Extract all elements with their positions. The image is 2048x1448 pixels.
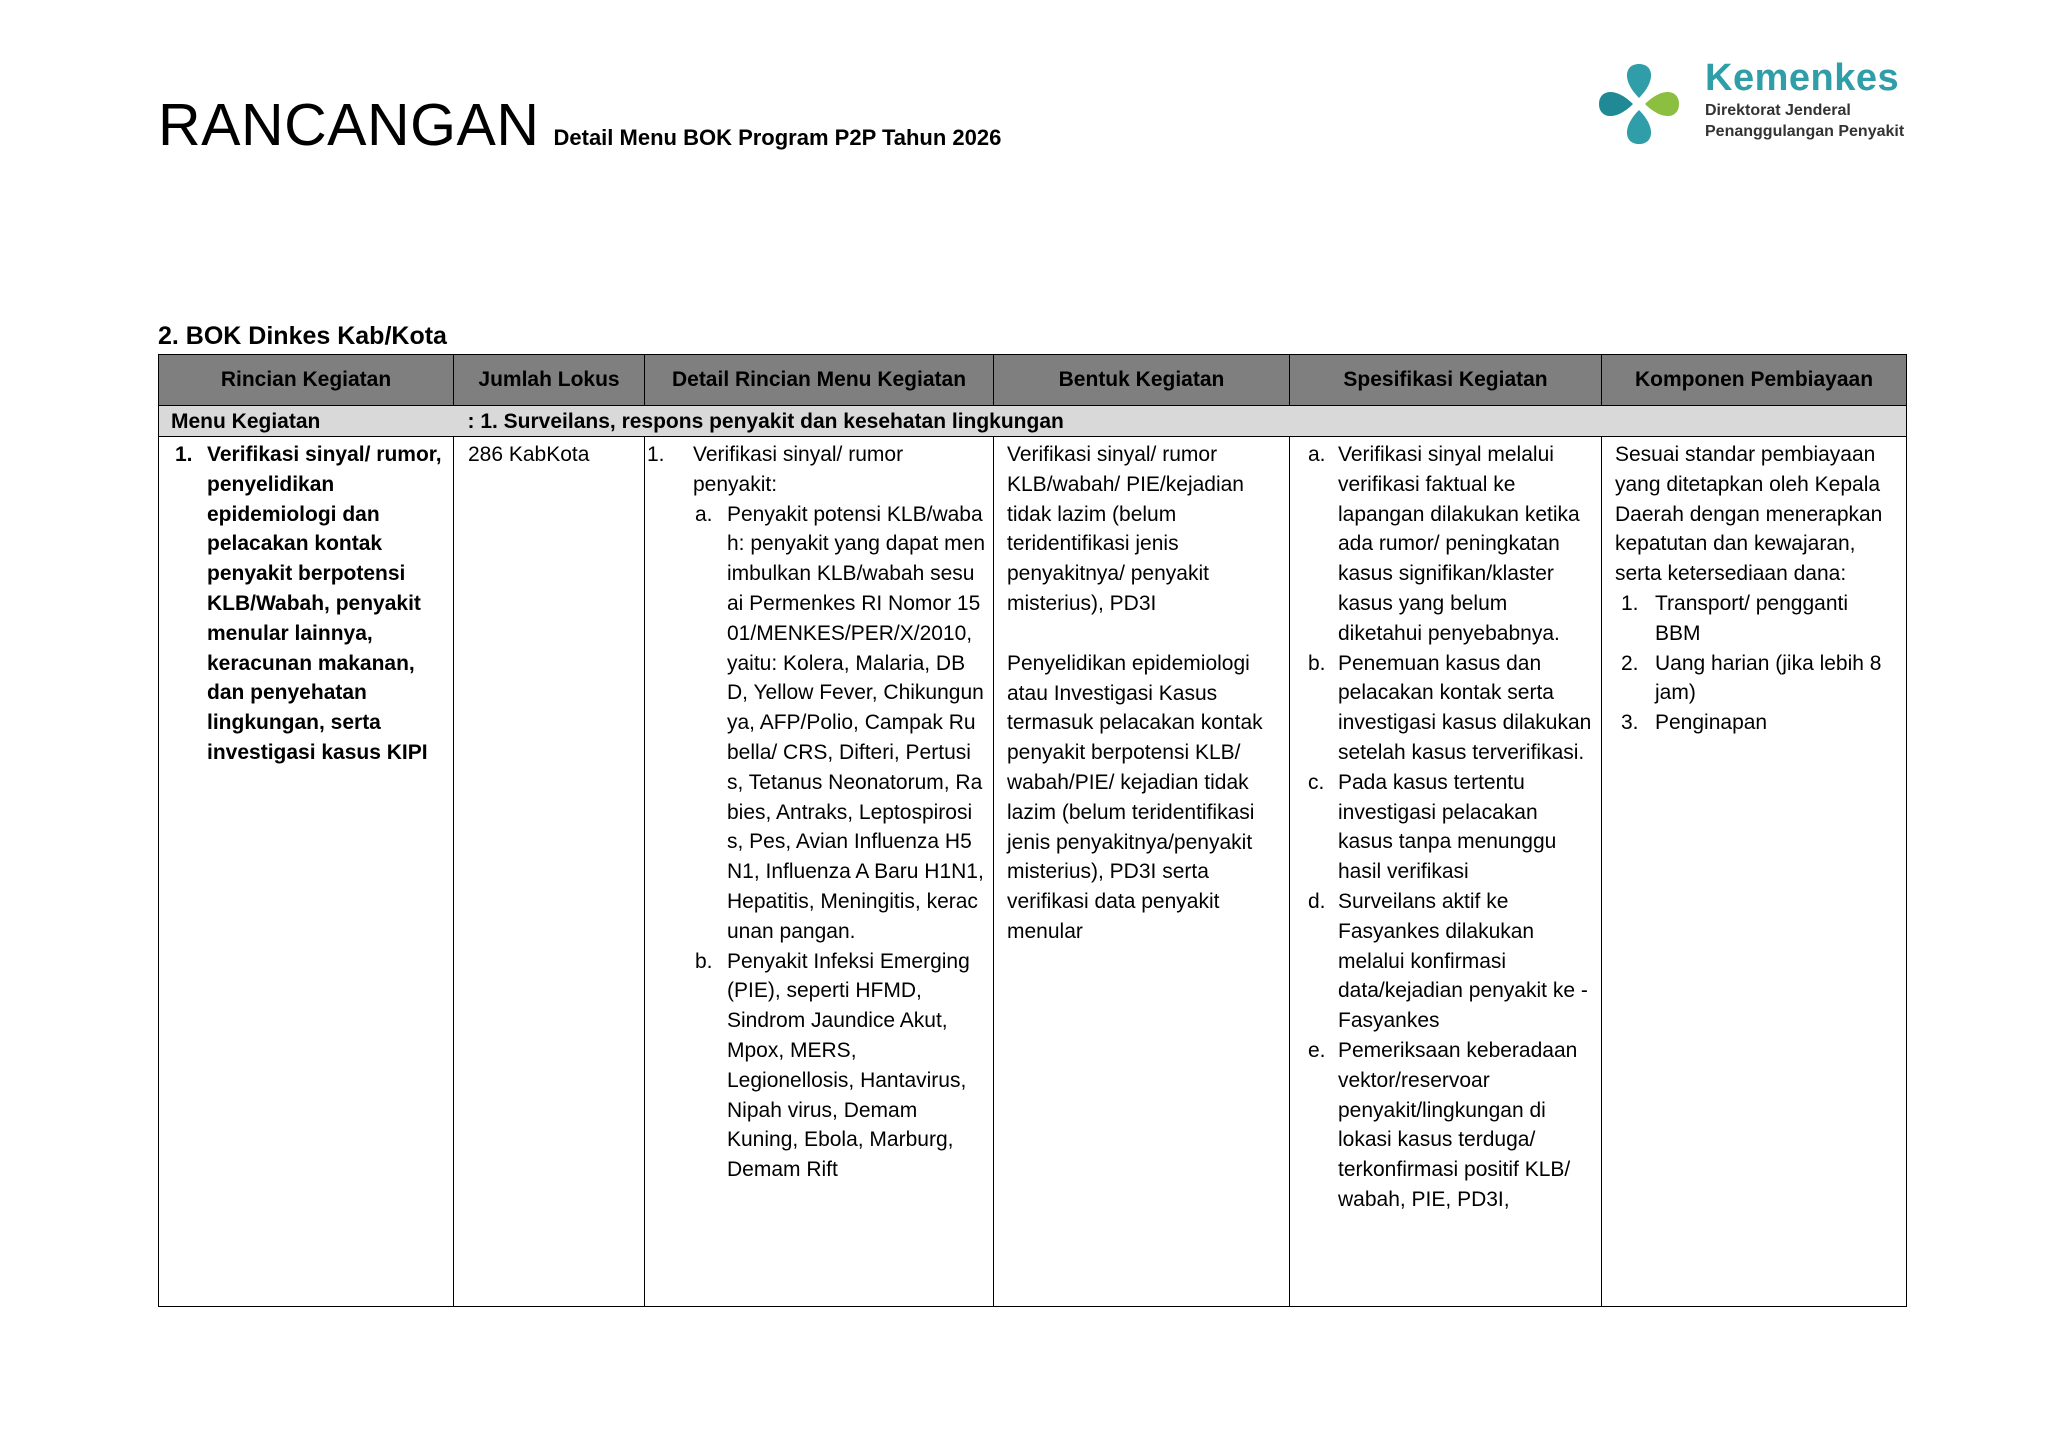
kemenkes-logo (1593, 56, 1973, 156)
kemenkes-logo-icon (1593, 58, 1685, 150)
list-marker: 2. (1621, 651, 1639, 675)
table-header-row (159, 355, 1907, 406)
list-marker: d. (1308, 889, 1326, 913)
cell-komponen (1602, 437, 1907, 1307)
list-marker: 1. (1621, 591, 1639, 615)
bentuk-paragraph-1: Verifikasi sinyal/ rumor KLB/wabah/ PIE/kejadian tidak lazim (belum teridentifikasi jenis penyakitnya/ penyakit misterius), PD3I (1007, 443, 1244, 615)
list-item (693, 947, 985, 1185)
rincian-text: Verifikasi sinyal/ rumor, penyelidikan epidemiologi dan pelacakan kontak penyakit berpotensi KLB/Wabah, penyakit menular lainnya, keracunan makanan, dan penyehatan lingkungan, serta investigasi kasus KIPI (207, 443, 442, 764)
page-title: RANCANGAN (158, 92, 540, 158)
list-marker: a. (695, 502, 713, 526)
list-marker: 3. (1621, 711, 1639, 735)
list-marker: c. (1308, 770, 1325, 794)
table-row (159, 437, 1907, 1307)
list-item (1302, 440, 1593, 649)
cell-spesifikasi (1290, 437, 1602, 1307)
list-item (1302, 649, 1593, 768)
list-item (1302, 887, 1593, 1036)
column-header-detail: Detail Rincian Menu Kegiatan (645, 355, 994, 406)
column-header-jumlah-lokus: Jumlah Lokus (454, 355, 645, 406)
list-item (171, 440, 445, 768)
komponen-intro: Sesuai standar pembiayaan yang ditetapkan oleh Kepala Daerah dengan menerapkan kepatutan dan kewajaran, serta ketersediaan dana: (1615, 443, 1883, 586)
jumlah-lokus-value: 286 KabKota (468, 443, 590, 466)
logo-petal-top (1627, 64, 1651, 98)
list-item (1615, 649, 1898, 709)
logo-name: Kemenkes (1705, 57, 1900, 99)
komponen-item-text: Uang harian (jika lebih 8 jam) (1655, 651, 1882, 705)
list-marker: b. (695, 949, 713, 973)
list-item (1302, 1036, 1593, 1215)
cell-rincian (159, 437, 454, 1307)
page-subtitle: Detail Menu BOK Program P2P Tahun 2026 (553, 125, 1002, 150)
detail-item-text: Penyakit Infeksi Emerging (PIE), seperti HFMD, Sindrom Jaundice Akut, Mpox, MERS, Legionellosis, Hantavirus, Nipah virus, Demam Kuning, Ebola, Marburg, Demam Rift (727, 949, 970, 1182)
spesifikasi-item-text: Surveilans aktif ke Fasyankes dilakukan melalui konfirmasi data/kejadian penyakit ke -Fasyankes (1338, 889, 1588, 1033)
detail-item-text: Penyakit potensi KLB/wabah: penyakit yang dapat menimbulkan KLB/wabah sesuai Permenkes RI Nomor 1501/MENKES/PER/X/2010, yaitu: Kolera, Malaria, DBD, Yellow Fever, Chikungunya, AFP/Polio, Campak Rubella/ CRS, Difteri, Pertusis, Tetanus Neonatorum, Rabies, Antraks, Leptospirosis, Pes, Avian Influenza H5N1, Influenza A Baru H1N1, Hepatitis, Meningitis, keracunan pangan. (727, 502, 986, 943)
menu-label: Menu Kegiatan (159, 406, 454, 437)
cell-detail (645, 437, 994, 1307)
list-item (1615, 708, 1898, 738)
list-marker: 1. (647, 443, 665, 466)
list-item (1615, 589, 1898, 649)
section-heading: 2. BOK Dinkes Kab/Kota (158, 322, 447, 350)
column-header-komponen: Komponen Pembiayaan (1602, 355, 1907, 406)
bentuk-paragraph-2: Penyelidikan epidemiologi atau Investigasi Kasus termasuk pelacakan kontak penyakit berpotensi KLB/ wabah/PIE/ kejadian tidak lazim (belum teridentifikasi jenis penyakitnya/penyakit misterius), PD3I serta verifikasi data penyakit menular (1007, 651, 1263, 943)
logo-petal-left (1599, 92, 1633, 116)
cell-bentuk (994, 437, 1290, 1307)
logo-line-2: Penanggulangan Penyakit (1705, 123, 1905, 140)
paragraph-gap (1007, 619, 1279, 649)
logo-petal-bottom (1627, 110, 1651, 144)
logo-text (1705, 56, 1904, 142)
column-header-spesifikasi: Spesifikasi Kegiatan (1290, 355, 1602, 406)
cell-jumlah-lokus (454, 437, 645, 1307)
list-marker: a. (1308, 443, 1326, 466)
spesifikasi-item-text: Penemuan kasus dan pelacakan kontak serta investigasi kasus dilakukan setelah kasus terverifikasi. (1338, 651, 1592, 764)
logo-line-1: Direktorat Jenderal (1705, 102, 1851, 119)
list-item (1302, 768, 1593, 887)
list-item (693, 500, 985, 947)
page-header (158, 92, 1002, 158)
activity-table (158, 354, 1907, 1307)
spesifikasi-item-text: Pada kasus tertentu investigasi pelacakan kasus tanpa menunggu hasil verifikasi (1338, 770, 1557, 884)
list-marker: e. (1308, 1038, 1326, 1062)
list-marker: 1. (175, 443, 193, 466)
list-item (647, 440, 985, 1185)
menu-value: : 1. Surveilans, respons penyakit dan kesehatan lingkungan (454, 406, 1907, 437)
list-marker: b. (1308, 651, 1326, 675)
spesifikasi-item-text: Verifikasi sinyal melalui verifikasi faktual ke lapangan dilakukan ketika ada rumor/ peningkatan kasus signifikan/klaster kasus yang belum diketahui penyebabnya. (1338, 443, 1580, 645)
logo-petal-right (1645, 92, 1679, 116)
spesifikasi-item-text: Pemeriksaan keberadaan vektor/reservoar penyakit/lingkungan di lokasi kasus terduga/ terkonfirmasi positif KLB/ wabah, PIE, PD3I, (1338, 1038, 1578, 1211)
menu-row (159, 406, 1907, 437)
komponen-item-text: Transport/ pengganti BBM (1655, 591, 1849, 645)
column-header-rincian: Rincian Kegiatan (159, 355, 454, 406)
komponen-item-text: Penginapan (1655, 711, 1768, 735)
detail-lead: Verifikasi sinyal/ rumor penyakit: (693, 443, 904, 496)
column-header-bentuk: Bentuk Kegiatan (994, 355, 1290, 406)
